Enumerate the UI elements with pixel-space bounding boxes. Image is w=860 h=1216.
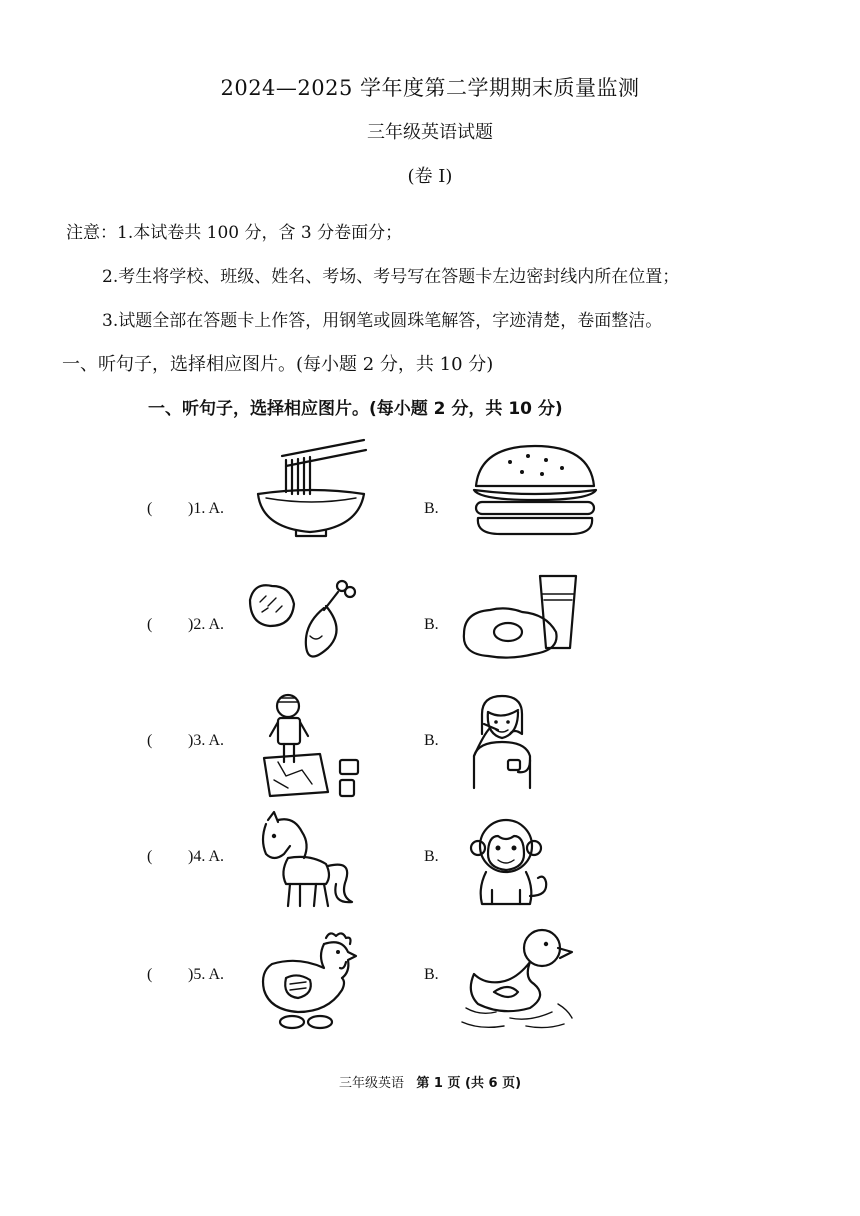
answer-paren-3[interactable]: ( [147, 732, 153, 749]
question-number-1: )1. A. [188, 500, 224, 517]
question-number-2: )2. A. [188, 616, 224, 633]
option-b-label-4: B. [424, 848, 439, 865]
answer-paren-4[interactable]: ( [147, 848, 153, 865]
section-heading-bold: 一、听句子，选择相应图片。(每小题 2 分，共 10 分) [148, 399, 563, 419]
question-number-4: )4. A. [188, 848, 224, 865]
answer-paren-1[interactable]: ( [147, 500, 153, 517]
option-b-label-3: B. [424, 732, 439, 749]
horse-icon [260, 810, 358, 914]
hen-icon [258, 928, 358, 1036]
option-b-label-1: B. [424, 500, 439, 517]
volume-label: (卷 I) [407, 166, 453, 187]
exam-subtitle: 三年级英语试题 [367, 122, 493, 143]
monkey-icon [470, 818, 550, 912]
notice-line-3: 3.试题全部在答题卡上作答，用钢笔或圆珠笔解答，字迹清楚，卷面整洁。 [102, 311, 663, 331]
option-b-label-2: B. [424, 616, 439, 633]
answer-paren-5[interactable]: ( [147, 966, 153, 983]
footer-page-number: 第 1 页 (共 6 页) [416, 1076, 522, 1091]
footer-subject: 三年级英语 [338, 1076, 404, 1091]
duck-icon [460, 926, 582, 1034]
notice-line-1: 注意：1.本试卷共 100 分，含 3 分卷面分； [66, 223, 403, 243]
question-number-3: )3. A. [188, 732, 224, 749]
section-heading: 一、听句子，选择相应图片。(每小题 2 分，共 10 分) [62, 354, 494, 375]
hamburger-icon [470, 442, 600, 540]
answer-paren-2[interactable]: ( [147, 616, 153, 633]
exam-title: 2024—2025 学年度第二学期期末质量监测 [220, 76, 640, 100]
question-number-5: )5. A. [188, 966, 224, 983]
girl-brushing-teeth-icon [468, 694, 538, 792]
notice-line-2: 2.考生将学校、班级、姓名、考场、考号写在答题卡左边密封线内所在位置； [102, 267, 680, 287]
egg-and-milk-icon [460, 570, 588, 666]
noodles-icon [252, 436, 370, 540]
option-b-label-5: B. [424, 966, 439, 983]
boy-with-map-icon [258, 692, 366, 804]
page-footer [0, 1072, 860, 1091]
chicken-leg-icon [246, 576, 356, 664]
